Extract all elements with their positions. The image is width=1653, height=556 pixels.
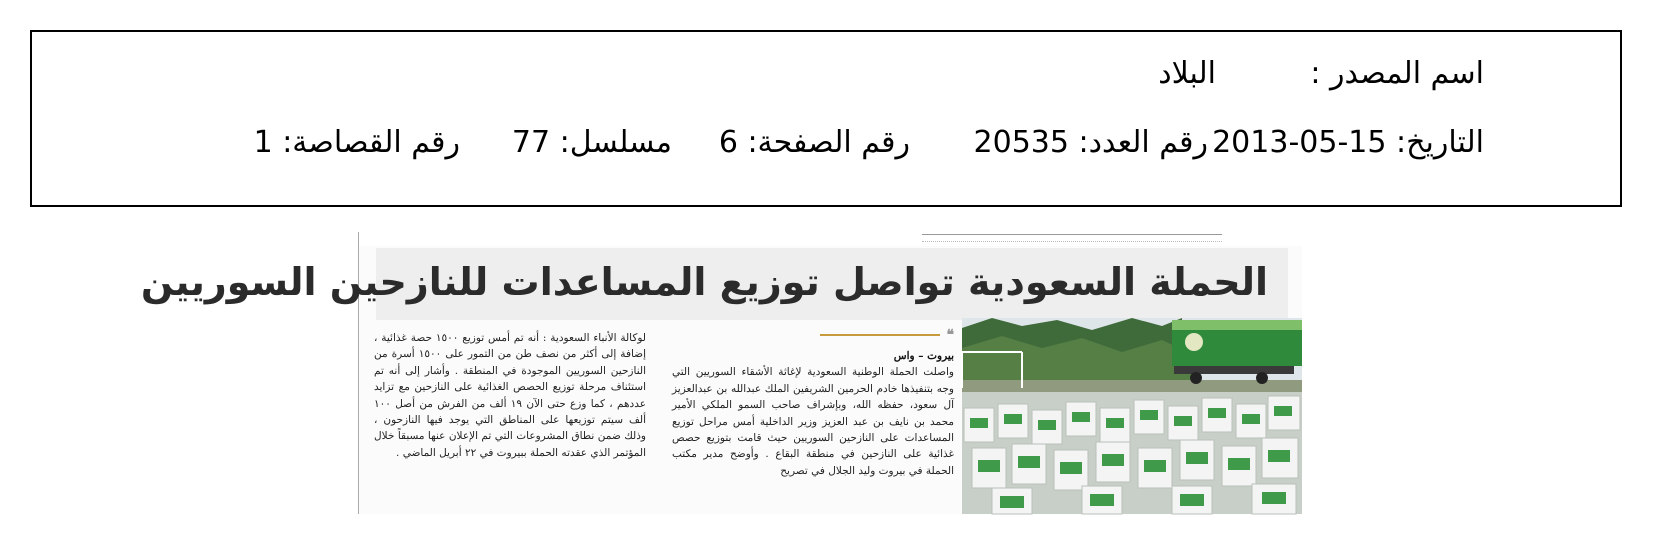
serial-number: مسلسل: 77 bbox=[511, 125, 672, 160]
quote-rule bbox=[672, 328, 954, 342]
article-headline: الحملة السعودية تواصل توزيع المساعدات للنازحين السوريين bbox=[140, 260, 1268, 304]
article-body-middle: واصلت الحملة الوطنية السعودية لإغاثة الأشقاء السوريين التي وجه بتنفيذها خادم الحرمين الشريفين الملك عبدالله بن عبدالعزيز آل سعود، حفظه الله، وبإشراف صاحب السمو الملكي الأمير محمد بن نايف بن عبد العزيز وزير الداخلية أمس مراحل توزيع المساعدات على النازحين السوريين حيث قامت بتوزيع حصص غذائية على النازحين في منطقة البقاع . وأوضح مدير مكتب الحملة في بيروت وليد الجلال في تصريح bbox=[672, 366, 954, 477]
quote-mark-icon: ❝ bbox=[946, 327, 954, 343]
source-info-box bbox=[30, 30, 1622, 207]
headline-band bbox=[140, 248, 1288, 320]
issue-number: رقم العدد: 20535 bbox=[973, 125, 1208, 160]
clipping-top-strip bbox=[358, 232, 1302, 246]
source-label: اسم المصدر : bbox=[1310, 56, 1484, 91]
date-field: التاريخ: 15-05-2013 bbox=[1212, 125, 1484, 160]
article-byline: بيروت – واس bbox=[893, 350, 954, 362]
newspaper-clipping bbox=[140, 232, 1302, 514]
quote-rule-line bbox=[820, 334, 940, 336]
article-photo bbox=[962, 318, 1302, 514]
page-number: رقم الصفحة: 6 bbox=[718, 125, 910, 160]
aid-boxes-photo bbox=[962, 318, 1302, 514]
clipping-number: رقم القصاصة: 1 bbox=[253, 125, 460, 160]
source-value: البلاد bbox=[1158, 56, 1216, 91]
article-column-middle bbox=[672, 328, 954, 479]
article-column-left: لوكالة الأنباء السعودية : أنه تم أمس توزيع ١٥٠٠ حصة غذائية ، إضافة إلى أكثر من نصف طن من التمور على ١٥٠٠ أسرة من النازحين السوريين الموجودة في المنطقة . وأشار إلى أنه تم استئناف مرحلة توزيع الحصص الغذائية على النازحين مع تزايد عددهم ، كما وزع حتى الآن ١٩ ألف من الفرش من أصل ١٠٠ ألف سيتم توزيعها على المناطق التي يوجد فيها النازحون ، وذلك ضمن نطاق المشروعات التي تم الإعلان عنها مسبقاً خلال المؤتمر الذي عقدته الحملة ببيروت في ٢٢ أبريل الماضي . bbox=[374, 332, 646, 459]
